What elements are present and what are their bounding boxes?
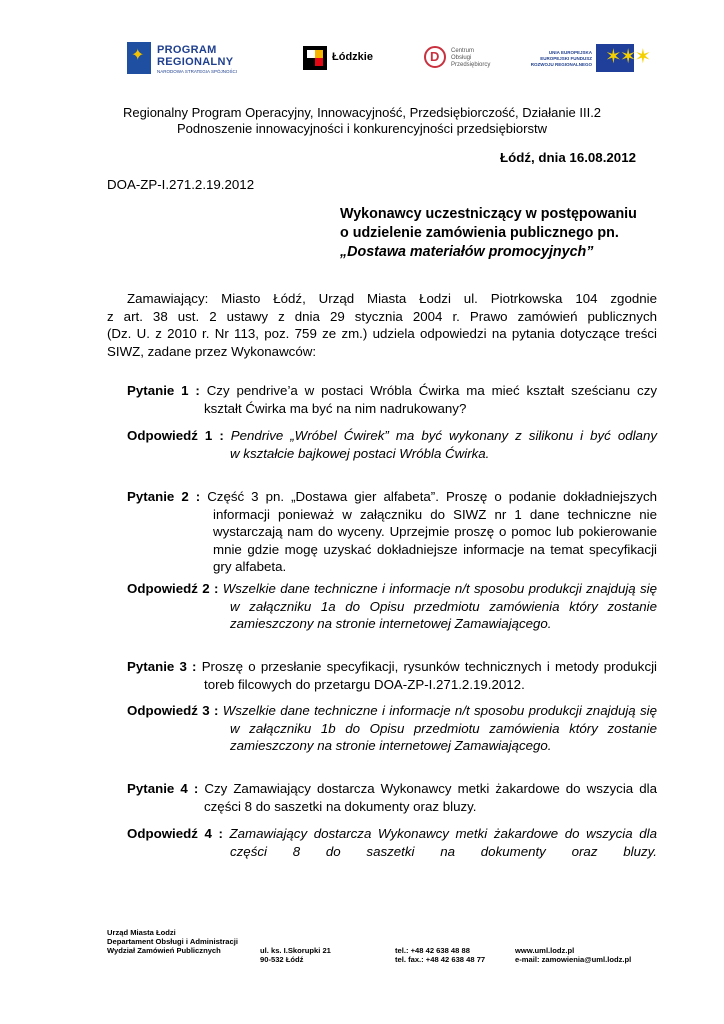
ue-line2: EUROPEJSKI FUNDUSZ (540, 56, 592, 61)
answer-2 (127, 580, 657, 633)
question-2-line2: informacji ponieważ w załączniku do SIWZ nr 1 dane techniczne nie (213, 506, 657, 522)
question-2-line3: wystarczają nam do wyceny. Uprzejmie proszę o pomoc lub pokierowanie (213, 524, 657, 539)
answer-3-line3: zamieszczony na stronie internetowej Zamawiającego. (230, 738, 552, 753)
centrum-line1: Centrum (451, 48, 475, 54)
program-regionalny-emblem (127, 42, 151, 74)
program-regionalny-logo (127, 40, 242, 80)
answer-2-line3: zamieszczony na stronie internetowej Zamawiającego. (230, 616, 552, 631)
answer-4-label: Odpowiedź 4 : (127, 826, 223, 841)
answer-4-line2: części 8 do saszetki na dokumenty oraz bluzy. (230, 843, 657, 859)
footer-address (260, 946, 331, 964)
question-2-label: Pytanie 2 : (127, 489, 201, 504)
question-2-line5: gry alfabeta. (213, 559, 287, 574)
recipient-line2: o udzielenie zamówienia publicznego pn. (340, 225, 619, 241)
answer-3-line2: w załączniku 1b do Opisu przedmiotu zamówienia który zostanie (230, 720, 657, 736)
recipient-line1: Wykonawcy uczestniczący w postępowaniu (340, 206, 637, 222)
footer-email-link[interactable]: e-mail: zamowienia@uml.lodz.pl (515, 955, 632, 964)
intro-paragraph (107, 290, 657, 360)
question-2-line4: mnie gdzie mogę uzyskać dokładniejsze informacje na temat specyfikacji (213, 541, 657, 557)
answer-1-label: Odpowiedź 1 : (127, 428, 224, 443)
question-1 (127, 382, 657, 417)
question-3-label: Pytanie 3 : (127, 659, 197, 674)
intro-line3: (Dz. U. z 2010 r. Nr 113, poz. 759 ze zm.) udziela odpowiedzi na pytania dotyczące treści (107, 326, 657, 341)
footer-contact (515, 946, 631, 964)
question-3 (127, 658, 657, 693)
recipient-block (340, 205, 637, 262)
lodzkie-text: Łódzkie (332, 51, 373, 63)
question-2-line1: Część 3 pn. „Dostawa gier alfabeta”. Proszę o podanie dokładniejszych (207, 489, 657, 504)
question-1-line1: Czy pendrive’a w postaci Wróbla Ćwirka ma mieć kształt sześcianu czy (206, 383, 657, 398)
footer-fax: tel. fax.: +48 42 638 48 77 (395, 955, 486, 964)
centrum-line3: Przedsiębiorcy (451, 62, 491, 68)
footer-org-line1: Urząd Miasta Łodzi (107, 928, 176, 937)
logo-pr-line1: PROGRAM (157, 44, 217, 56)
program-header-line1: Regionalny Program Operacyjny, Innowacyjność, Przedsiębiorczość, Działanie III.2 (122, 105, 602, 120)
answer-1-line1: Pendrive „Wróbel Ćwirek” ma być wykonany z silikonu i być odlany (230, 428, 657, 443)
lodzkie-logo (303, 46, 383, 74)
recipient-line3: „Dostawa materiałów promocyjnych” (340, 244, 594, 260)
question-4-line2: części 8 do saszetki na dokumenty oraz bluzy. (204, 798, 477, 814)
answer-3 (127, 702, 657, 755)
question-1-line2: kształt Ćwirka ma być na nim nadrukowany? (204, 400, 467, 416)
question-3-line2: toreb filcowych do przetargu DOA-ZP-I.271.2.19.2012. (204, 676, 525, 692)
centrum-emblem-icon: D (424, 46, 446, 68)
intro-line1: Zamawiający: Miasto Łódź, Urząd Miasta Łodzi ul. Piotrkowska 104 zgodnie (127, 291, 657, 306)
question-4-line1: Czy Zamawiający dostarcza Wykonawcy metki żakardowe do wszycia dla (204, 781, 657, 796)
answer-2-line2: w załączniku 1a do Opisu przedmiotu zamówienia który zostanie (230, 598, 657, 614)
ue-logo (528, 44, 650, 74)
footer-phone (395, 946, 485, 964)
intro-line2: z art. 38 ust. 2 ustawy z dnia 29 stycznia 2004 r. Prawo zamówień publicznych (107, 308, 657, 324)
reference-number: DOA-ZP-I.271.2.19.2012 (107, 177, 255, 192)
question-4-label: Pytanie 4 : (127, 781, 199, 796)
footer-organization (107, 928, 238, 955)
logo-pr-line3: NARODOWA STRATEGIA SPÓJNOŚCI (157, 69, 238, 74)
footer-org-line2: Departament Obsługi i Administracji (107, 937, 238, 946)
answer-3-label: Odpowiedź 3 : (127, 703, 219, 718)
answer-2-line1: Wszelkie dane techniczne i informacje n/t sposobu produkcji znajdują się (222, 581, 657, 596)
footer-address-line2: 90-532 Łódź (260, 955, 304, 964)
question-3-line1: Proszę o przesłanie specyfikacji, rysunków technicznych i metody produkcji (201, 659, 658, 674)
answer-2-label: Odpowiedź 2 : (127, 581, 219, 596)
answer-4-line1: Zamawiający dostarcza Wykonawcy metki żakardowe do wszycia dla (229, 826, 657, 841)
answer-3-line1: Wszelkie dane techniczne i informacje n/t sposobu produkcji znajdują się (222, 703, 657, 718)
star-icon: ✦ (131, 47, 145, 64)
intro-line4: SIWZ, zadane przez Wykonawców: (107, 343, 317, 359)
answer-1 (127, 427, 657, 462)
question-2 (127, 488, 657, 576)
eu-flag-icon: ✶✶✶ (596, 44, 634, 72)
centrum-obslugi-logo (424, 44, 494, 76)
footer-address-line1: ul. ks. I.Skorupki 21 (260, 946, 331, 955)
footer-www-link[interactable]: www.uml.lodz.pl (515, 946, 575, 955)
footer-tel: tel.: +48 42 638 48 88 (395, 946, 470, 955)
document-date: Łódź, dnia 16.08.2012 (500, 150, 636, 165)
answer-1-line2: w kształcie bajkowej postaci Wróbla Ćwirka. (230, 445, 490, 461)
ue-line1: UNIA EUROPEJSKA (548, 50, 592, 55)
ue-line3: ROZWOJU REGIONALNEGO (530, 62, 592, 67)
logo-pr-line2: REGIONALNY (157, 56, 234, 68)
lodzkie-emblem (303, 46, 327, 70)
question-1-label: Pytanie 1 : (127, 383, 200, 398)
centrum-line2: Obsługi (451, 55, 472, 61)
program-header-line2: Podnoszenie innowacyjności i konkurencyjności przedsiębiorstw (177, 121, 547, 136)
footer-org-line3: Wydział Zamówień Publicznych (107, 946, 221, 955)
question-4 (127, 780, 657, 815)
answer-4 (127, 825, 657, 860)
